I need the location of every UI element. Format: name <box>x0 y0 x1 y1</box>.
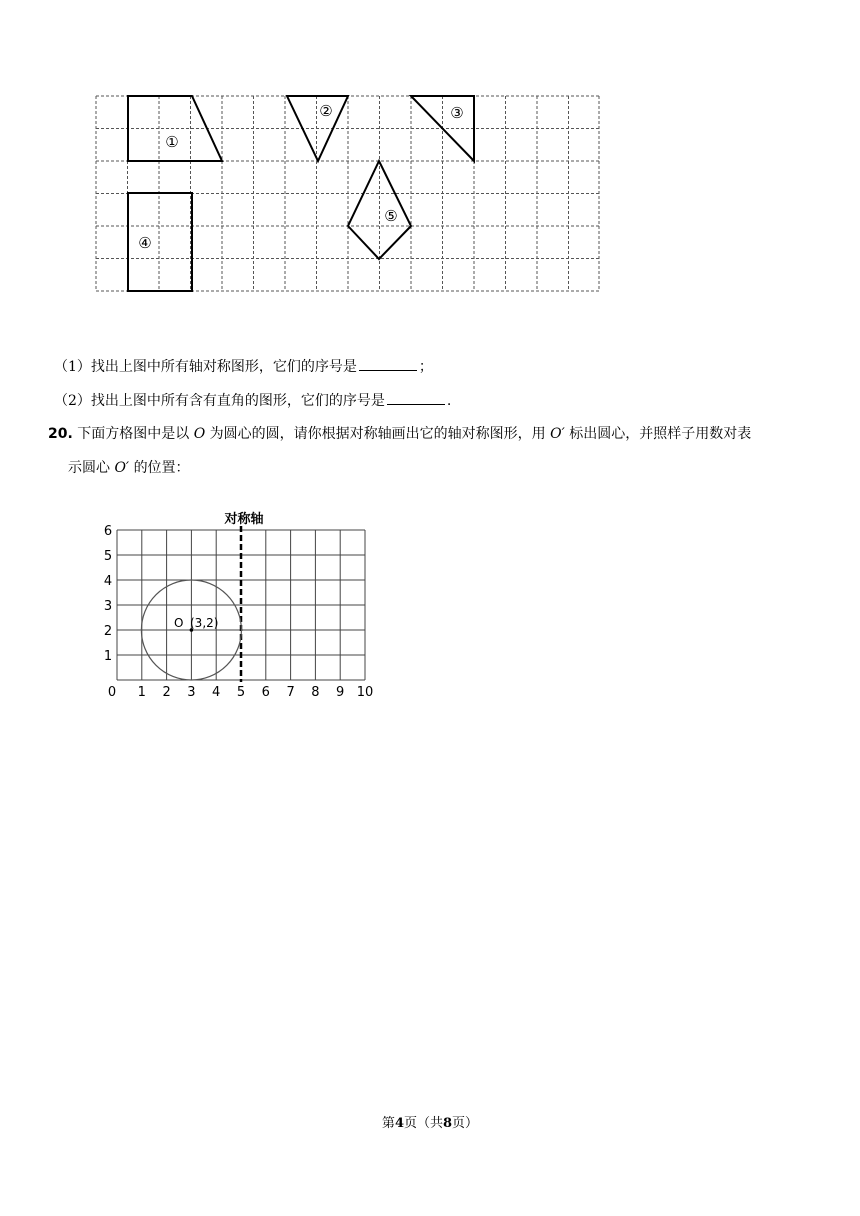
x-tick-3: 3 <box>187 685 196 700</box>
footer-page-number: 4 <box>394 1116 404 1131</box>
x-tick-5: 5 <box>236 685 246 700</box>
q20-center-o-prime: O′ <box>550 426 565 442</box>
q19-part2 <box>54 390 451 411</box>
q20-center-o: O <box>193 426 206 442</box>
q19-part1-answer-blank[interactable] <box>359 356 417 371</box>
q19-part2-answer-blank[interactable] <box>387 390 445 405</box>
footer-prefix: 第 <box>381 1116 395 1131</box>
q20-center-o-prime-2: O′ <box>114 460 130 476</box>
q19-part1-text: （1）找出上图中所有轴对称图形，它们的序号是 <box>54 359 357 375</box>
q20-number: 20. <box>48 426 73 442</box>
x-tick-8: 8 <box>311 685 320 700</box>
shape-5-kite <box>348 161 411 259</box>
y-tick-4: 4 <box>103 574 113 589</box>
q20-line1 <box>48 424 751 444</box>
x-tick-labels <box>108 685 373 700</box>
q20-text-b: 为圆心的圆，请你根据对称轴画出它的轴对称图形，用 <box>209 426 546 442</box>
y-tick-6: 6 <box>103 524 113 539</box>
q19-part1 <box>54 356 433 377</box>
q20-line2 <box>68 458 190 478</box>
shape-1-label: ① <box>165 133 179 151</box>
y-tick-labels <box>104 524 112 664</box>
x-tick-6: 6 <box>261 685 270 700</box>
y-tick-1: 1 <box>103 649 113 664</box>
q20-text-c: 标出圆心，并照样子用数对表 <box>569 426 752 442</box>
x-tick-9: 9 <box>336 685 345 700</box>
center-coords: (3,2) <box>190 616 219 630</box>
x-tick-1: 1 <box>137 685 146 700</box>
shape-3-label: ③ <box>450 104 464 122</box>
symmetry-axis-label: 对称轴 <box>224 512 264 527</box>
shape-2-label: ② <box>319 102 333 120</box>
shape-4-label: ④ <box>138 234 152 252</box>
footer-mid: 页（共 <box>403 1116 443 1131</box>
x-tick-0: 0 <box>107 685 117 700</box>
x-tick-7: 7 <box>286 685 295 700</box>
footer-total-pages: 8 <box>443 1116 453 1131</box>
footer-suffix: 页） <box>452 1116 479 1131</box>
y-tick-2: 2 <box>103 624 113 639</box>
y-tick-3: 3 <box>103 599 113 614</box>
x-tick-2: 2 <box>162 685 171 700</box>
page-footer <box>0 1112 860 1131</box>
center-label: O <box>174 616 184 630</box>
shape-5-label: ⑤ <box>384 207 398 225</box>
q19-part1-suffix: ； <box>418 359 433 375</box>
y-tick-5: 5 <box>103 549 113 564</box>
q20-text-a: 下面方格图中是以 <box>77 426 190 442</box>
shapes-grid-figure <box>0 0 860 300</box>
q19-part2-suffix: . <box>446 393 452 409</box>
x-tick-10: 10 <box>356 685 374 700</box>
x-tick-4: 4 <box>212 685 221 700</box>
q20-text-e: 的位置： <box>133 460 190 476</box>
q20-text-d: 示圆心 <box>68 460 110 476</box>
circle-grid-figure <box>0 500 860 710</box>
q19-part2-text: （2）找出上图中所有含有直角的图形，它们的序号是 <box>54 393 385 409</box>
